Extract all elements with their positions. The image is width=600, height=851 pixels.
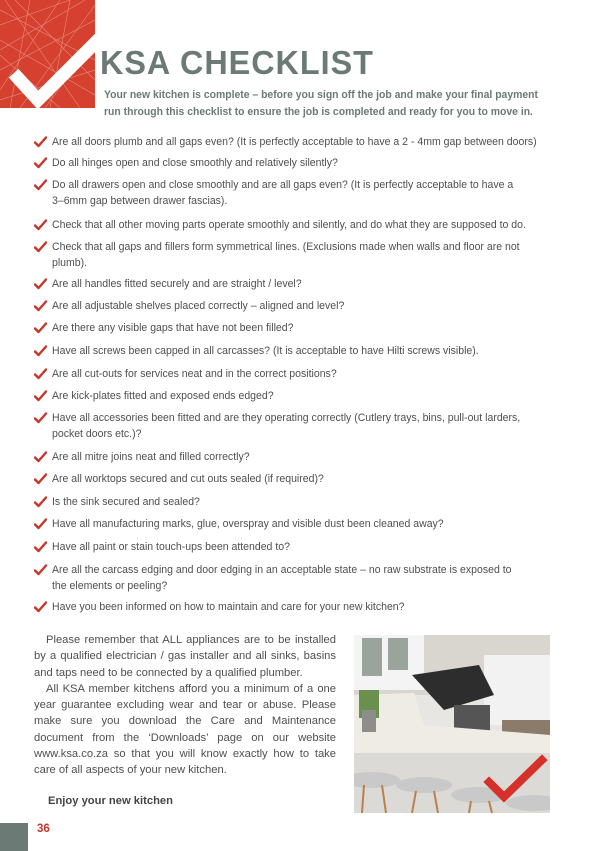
checklist-item-text: Have you been informed on how to maintain and care for your new kitchen? [52, 601, 405, 613]
checklist-item-text: Are all cut-outs for services neat and in the correct positions? [52, 368, 337, 380]
checklist-item [34, 388, 600, 404]
checklist-item-text: Have all manufacturing marks, glue, overspray and visible dust been cleaned away? [52, 518, 444, 530]
checklist-item-text: Do all drawers open and close smoothly and are all gaps even? (It is perfectly acceptable to have a [52, 179, 514, 191]
checklist-item [34, 155, 600, 171]
checklist-item [34, 134, 600, 150]
intro-line: Your new kitchen is complete – before you sign off the job and make your final payment [104, 89, 538, 101]
checkmark-icon [34, 496, 47, 508]
checkmark-icon [34, 136, 47, 148]
checkmark-icon [34, 601, 47, 613]
checklist-item-text: Are all the carcass edging and door edging in an acceptable state – no raw substrate is exposed to [52, 564, 512, 576]
checklist-item-text: Are kick-plates fitted and exposed ends edged? [52, 390, 274, 402]
intro-line: run through this checklist to ensure the job is completed and ready for you to move in. [104, 106, 533, 118]
checklist-item [34, 239, 600, 271]
checklist-item-text: Have all accessories been fitted and are they operating correctly (Cutlery trays, bins, pull-out larders, [52, 412, 521, 424]
checklist-item [34, 562, 600, 594]
checkmark-icon [34, 412, 47, 424]
checklist-item-text: Are all doors plumb and all gaps even? (It is perfectly acceptable to have a 2 - 4mm gap between doors) [52, 136, 537, 148]
body-paragraph: Please remember that ALL appliances are to be installed by a qualified electrician / gas installer and all sinks, basins and taps need to be connected by a qualified plumber. [34, 634, 336, 679]
checkmark-icon [34, 179, 47, 191]
checkmark-icon [34, 219, 47, 231]
checklist-item [34, 599, 600, 615]
checklist-item [34, 494, 600, 510]
page-title: KSA CHECKLIST [100, 44, 374, 81]
checklist-item-text: pocket doors etc.)? [52, 428, 142, 440]
checklist-item-text: Check that all other moving parts operate smoothly and silently, and do what they are supposed to do. [52, 219, 526, 231]
page-bar [0, 823, 28, 851]
checkmark-icon [34, 368, 47, 380]
checklist-item-text: Do all hinges open and close smoothly and relatively silently? [52, 157, 338, 169]
checklist-item [34, 366, 600, 382]
checklist-item-text: plumb). [52, 257, 88, 269]
body-text [34, 632, 336, 779]
intro-text [104, 87, 541, 121]
checklist-item [34, 449, 600, 465]
checkmark-icon [34, 300, 47, 312]
checkmark-icon [34, 345, 47, 357]
checklist-item [34, 410, 600, 442]
checkmark-icon [34, 241, 47, 253]
checklist-item-text: Check that all gaps and fillers form symmetrical lines. (Exclusions made when walls and floor are not [52, 241, 520, 253]
checklist-item [34, 343, 600, 359]
checklist-item-text: Are all adjustable shelves placed correctly – aligned and level? [52, 300, 345, 312]
page-number: 36 [37, 823, 50, 835]
checklist-item-text: Are all worktops secured and cut outs sealed (if required)? [52, 473, 324, 485]
checklist-item [34, 539, 600, 555]
checkmark-icon [34, 322, 47, 334]
checklist-item-text: Is the sink secured and sealed? [52, 496, 200, 508]
checkmark-icon [34, 564, 47, 576]
checklist-item-text: Have all screws been capped in all carcasses? (It is acceptable to have Hilti screws visible). [52, 345, 479, 357]
checkmark-icon [34, 390, 47, 402]
checklist-item [34, 298, 600, 314]
checkmark-icon [34, 157, 47, 169]
checklist-item [34, 177, 600, 209]
checkmark-icon [34, 278, 47, 290]
body-paragraph: All KSA member kitchens afford you a minimum of a one year guarantee excluding wear and tear or abuse. Please make sure you download the Care and Maintenance document from the ‘Downloads’ page on our website www.ksa.co.za so that you will know exactly how to take care of all aspects of your new kitchen. [34, 682, 336, 777]
checklist-item-text: Are all mitre joins neat and filled correctly? [52, 451, 250, 463]
checkmark-icon [34, 473, 47, 485]
kitchen-photo [354, 635, 550, 813]
checkmark-icon [34, 518, 47, 530]
checklist-item [34, 276, 600, 292]
checkmark-icon [34, 451, 47, 463]
checklist-item [34, 217, 600, 233]
closing-text: Enjoy your new kitchen [48, 795, 173, 807]
checklist-item [34, 471, 600, 487]
checkmark-icon [34, 541, 47, 553]
checklist-item-text: Are there any visible gaps that have not been filled? [52, 322, 294, 334]
checklist-item-text: Have all paint or stain touch-ups been attended to? [52, 541, 290, 553]
checklist-item [34, 516, 600, 532]
checklist-item-text: 3–6mm gap between drawer fascias). [52, 195, 228, 207]
checklist-item-text: Are all handles fitted securely and are straight / level? [52, 278, 302, 290]
checklist-item-text: the elements or peeling? [52, 580, 168, 592]
checklist-item [34, 320, 600, 336]
checkmark-logo-icon [0, 0, 110, 115]
